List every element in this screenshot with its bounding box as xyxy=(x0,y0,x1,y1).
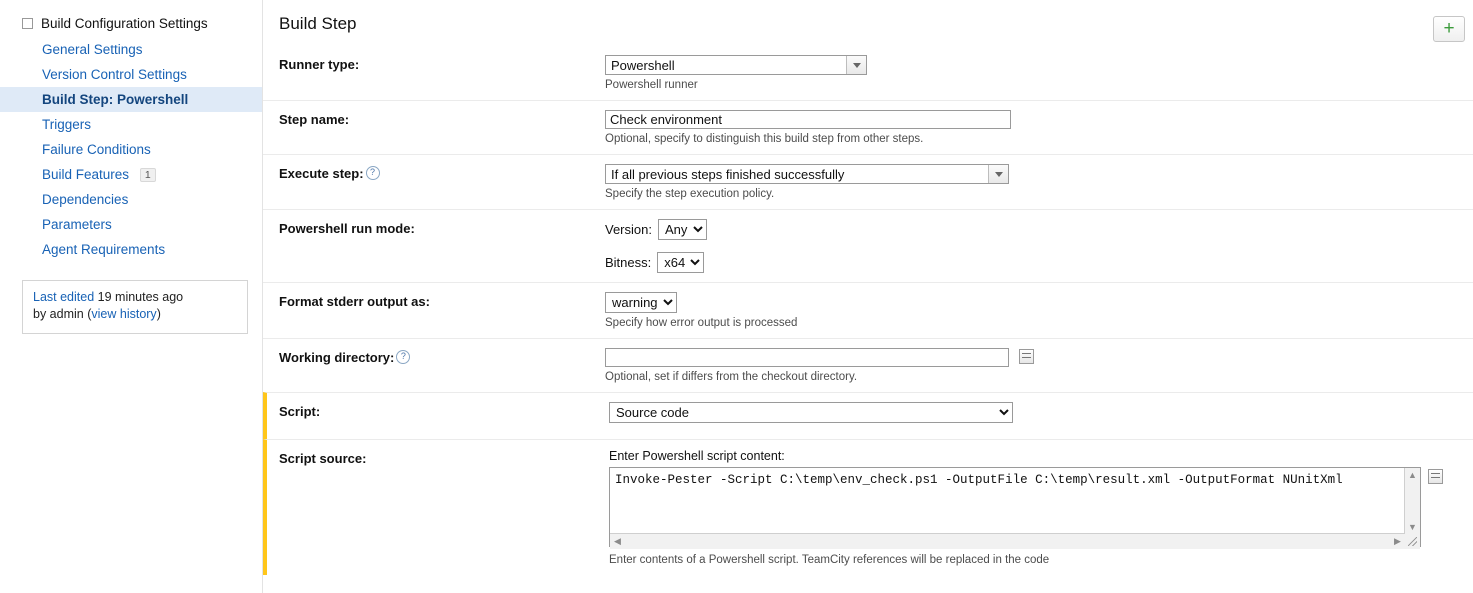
sidebar-item-triggers[interactable] xyxy=(0,112,262,137)
sidebar-item-label: Parameters xyxy=(42,217,112,232)
sidebar-item-label: Agent Requirements xyxy=(42,242,166,257)
script-source-label: Script source: xyxy=(279,451,367,466)
question-mark-icon[interactable]: ? xyxy=(366,166,380,180)
runner-type-label: Runner type: xyxy=(279,57,360,72)
script-type-select[interactable] xyxy=(609,402,1013,423)
working-directory-label-text: Working directory: xyxy=(279,350,395,365)
form-row-step-name xyxy=(263,100,1473,154)
last-edited-time: 19 minutes ago xyxy=(97,290,184,304)
script-vertical-scrollbar[interactable] xyxy=(1404,468,1420,534)
stderr-label: Format stderr output as: xyxy=(279,294,430,309)
stderr-format-select[interactable] xyxy=(605,292,677,313)
bitness-subrow xyxy=(605,252,1461,273)
last-edited-panel xyxy=(22,280,248,334)
build-step-form-panel xyxy=(262,0,1473,593)
sidebar-item-label: Version Control Settings xyxy=(42,67,187,82)
script-source-hint: Enter contents of a Powershell script. TeamCity references will be replaced in the code xyxy=(609,554,1050,566)
bitness-select[interactable] xyxy=(657,252,704,273)
script-source-caption: Enter Powershell script content: xyxy=(609,449,785,463)
version-select[interactable] xyxy=(658,219,707,240)
last-edited-link[interactable]: Last edited xyxy=(33,290,95,304)
working-directory-input[interactable] xyxy=(605,348,1009,367)
run-mode-label: Powershell run mode: xyxy=(279,221,415,236)
sidebar-item-parameters[interactable] xyxy=(0,212,262,237)
form-row-powershell-run-mode xyxy=(263,209,1473,282)
step-name-hint: Optional, specify to distinguish this build step from other steps. xyxy=(605,133,924,145)
build-features-count-badge: 1 xyxy=(140,168,156,182)
script-horizontal-scrollbar[interactable] xyxy=(610,533,1405,549)
stderr-hint: Specify how error output is processed xyxy=(605,317,798,329)
bitness-label: Bitness: xyxy=(605,255,652,270)
sidebar-item-version-control-settings[interactable] xyxy=(0,62,262,87)
sidebar-item-build-features[interactable] xyxy=(0,162,262,187)
step-name-label: Step name: xyxy=(279,112,350,127)
sidebar-item-label: Failure Conditions xyxy=(42,142,151,157)
scroll-left-icon[interactable]: ◀ xyxy=(614,535,621,546)
execute-step-value: If all previous steps finished successfully xyxy=(611,166,845,182)
question-mark-icon[interactable]: ? xyxy=(396,350,410,364)
execute-step-label xyxy=(263,164,605,181)
paren-open: ( xyxy=(87,307,92,321)
script-editor-wrapper xyxy=(609,467,1421,550)
page-title: Build Step xyxy=(279,14,357,33)
step-name-input[interactable] xyxy=(605,110,1011,129)
version-label: Version: xyxy=(605,222,652,237)
form-row-script xyxy=(263,392,1473,439)
view-history-link[interactable]: view history xyxy=(91,307,157,321)
scroll-right-icon[interactable]: ▶ xyxy=(1394,535,1401,546)
form-row-stderr-format xyxy=(263,282,1473,338)
scroll-down-icon[interactable]: ▼ xyxy=(1408,522,1417,532)
runner-type-value: Powershell xyxy=(611,57,675,73)
working-directory-hint: Optional, set if differs from the checkout directory. xyxy=(605,371,858,383)
sidebar-item-list xyxy=(0,37,262,262)
add-build-step-button[interactable]: + xyxy=(1433,16,1465,42)
resize-grip-icon[interactable] xyxy=(1405,534,1420,549)
settings-sidebar xyxy=(0,0,262,593)
chevron-down-icon[interactable] xyxy=(988,165,1008,183)
scroll-up-icon[interactable]: ▲ xyxy=(1408,470,1417,480)
sidebar-root-node[interactable] xyxy=(0,0,262,37)
sidebar-item-label: Build Features xyxy=(42,167,130,182)
form-row-execute-step xyxy=(263,154,1473,209)
working-directory-label xyxy=(263,348,605,365)
sidebar-item-label: General Settings xyxy=(42,42,143,57)
build-step-form xyxy=(263,46,1473,575)
sidebar-item-general-settings[interactable] xyxy=(0,37,262,62)
sidebar-item-failure-conditions[interactable] xyxy=(0,137,262,162)
browse-icon[interactable] xyxy=(1019,349,1034,364)
chevron-down-icon[interactable] xyxy=(846,56,866,74)
sidebar-root-label: Build Configuration Settings xyxy=(41,16,208,31)
runner-type-select[interactable] xyxy=(605,55,867,75)
form-row-script-source xyxy=(263,439,1473,575)
form-row-runner-type xyxy=(263,46,1473,100)
paren-close: ) xyxy=(156,307,161,321)
sidebar-item-build-step-powershell[interactable] xyxy=(0,87,262,112)
sidebar-item-label: Dependencies xyxy=(42,192,129,207)
version-subrow xyxy=(605,219,1461,240)
execute-step-hint: Specify the step execution policy. xyxy=(605,188,775,200)
last-edited-author: by admin xyxy=(33,307,84,321)
script-label: Script: xyxy=(279,404,321,419)
runner-type-hint: Powershell runner xyxy=(605,79,698,91)
sidebar-item-label: Triggers xyxy=(42,117,92,132)
tree-collapse-icon[interactable] xyxy=(22,18,33,29)
sidebar-item-label: Build Step: Powershell xyxy=(42,92,189,107)
execute-step-select[interactable] xyxy=(605,164,1009,184)
expand-editor-icon[interactable] xyxy=(1428,469,1443,484)
execute-step-label-text: Execute step: xyxy=(279,166,364,181)
sidebar-item-dependencies[interactable] xyxy=(0,187,262,212)
sidebar-item-agent-requirements[interactable] xyxy=(0,237,262,262)
form-row-working-directory xyxy=(263,338,1473,392)
